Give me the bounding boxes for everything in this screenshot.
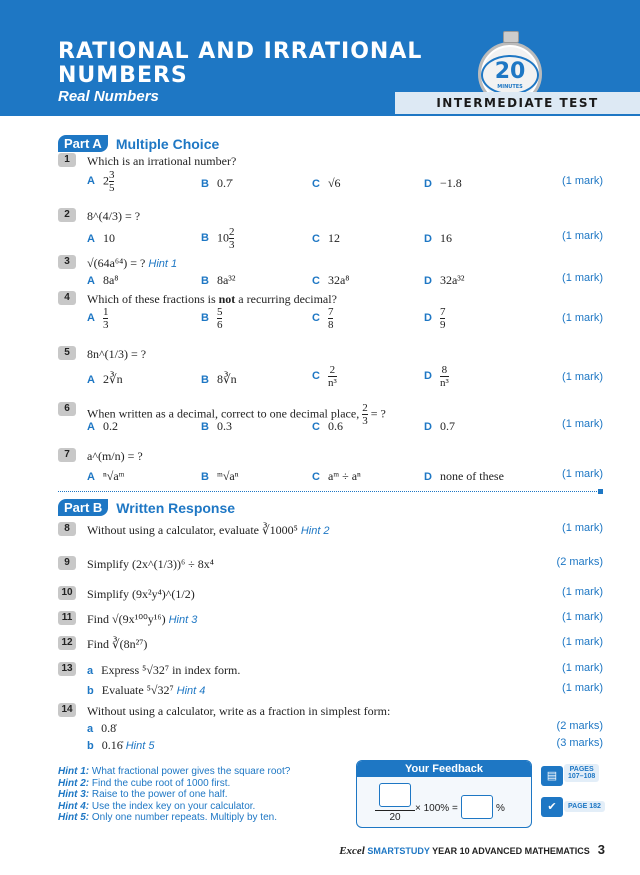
option-d: D none of these [424,469,504,483]
marks: (1 mark) [562,418,603,430]
marks: (3 marks) [556,737,603,749]
option-c: C aᵐ ÷ aⁿ [312,469,361,483]
hint-link[interactable]: Hint 5 [125,740,155,752]
option-b: B 10 $\frac{2}{3}$ [201,226,235,251]
option-c: C $\frac{2}{\text{n³}}$ [312,364,337,389]
marks: (1 mark) [562,468,603,480]
marks: (1 mark) [562,312,603,324]
hint-2: Hint 2: Find the cube root of 1000 first. [58,777,231,789]
option-b: B 0.7̇ [201,176,232,190]
option-d: D 32a³² [424,273,465,287]
option-a: A 2∛n [87,372,123,386]
option-d: D $\frac{7}{9}$ [424,306,446,331]
timer-unit: MINUTES [497,84,523,90]
marks: (1 mark) [562,636,603,648]
marks: (1 mark) [562,230,603,242]
marks: (1 mark) [562,611,603,623]
option-c: C 0.6 [312,419,343,433]
option-d: D 16 [424,231,452,245]
option-c: C 32a⁸ [312,273,350,287]
percent-label: % [496,803,505,814]
option-c: C 12 [312,231,340,245]
option-a: A 2 $\frac{3}{5}$ [87,169,115,194]
hint-link[interactable]: Hint 2 [300,525,330,537]
hint-link[interactable]: Hint 4 [176,685,206,697]
option-d: D $\frac{8}{\text{n³}}$ [424,364,449,389]
percent-input[interactable] [461,795,493,819]
marks: (1 mark) [562,682,603,694]
page-number: 3 [597,842,605,857]
marks: (1 mark) [562,371,603,383]
option-c: C √6 [312,176,341,190]
header-banner [0,0,640,116]
book-icon: ▤ [541,766,563,786]
score-input[interactable] [379,783,411,807]
page-title: RATIONAL AND IRRATIONAL NUMBERS [58,39,423,88]
timer-value: 20 [481,55,539,95]
hints-list [58,766,290,824]
marks: (2 marks) [556,720,603,732]
marks: (1 mark) [562,586,603,598]
option-a: A 10 [87,231,115,245]
option-d: D 0.7 [424,419,455,433]
option-a: A $\frac{1}{3}$ [87,306,109,331]
option-b: B 8∛n [201,372,237,386]
hint-link[interactable]: Hint 3 [168,614,198,626]
hint-link[interactable]: Hint 1 [148,258,178,270]
section-divider [58,491,603,492]
option-b: B 0.3 [201,419,232,433]
option-b: B 8a³² [201,273,236,287]
part-a-heading: Part A Multiple Choice [58,135,219,152]
footer: Excel SMARTSTUDY YEAR 10 ADVANCED MATHEMATICS 3 [339,842,605,857]
option-a: A 0.2 [87,419,118,433]
page-subtitle: Real Numbers [58,88,159,105]
feedback-box [356,760,532,828]
marks: (1 mark) [562,272,603,284]
option-b: B ᵐ√aⁿ [201,469,239,483]
test-badge: INTERMEDIATE TEST [395,92,640,114]
option-d: D −1.8 [424,176,462,190]
score-denominator: 20 [389,812,401,823]
marks: (1 mark) [562,662,603,674]
hint-1: Hint 1: What fractional power gives the square root? [58,766,291,777]
marks: (1 mark) [562,175,603,187]
hint-4: Hint 4: Use the index key on your calculator. [58,800,256,812]
marks: (2 marks) [556,556,603,568]
part-b-heading: Part B Written Response [58,499,235,516]
marks: (1 mark) [562,522,603,534]
option-b: B $\frac{5}{6}$ [201,306,223,331]
pages-reference[interactable]: PAGES 107–108 [564,764,599,782]
option-a: A 8a⁸ [87,273,119,287]
option-c: C $\frac{7}{8}$ [312,306,334,331]
hint-3: Hint 3: Raise to the power of one half. [58,789,228,800]
feedback-title: Your Feedback [357,761,531,777]
checkmark-icon: ✔ [541,797,563,817]
times-label: × 100% = [415,803,458,814]
hint-5: Hint 5: Only one number repeats. Multiply by ten. [58,812,277,823]
option-a: A ⁿ√aᵐ [87,469,125,483]
page-reference[interactable]: PAGE 182 [564,801,605,812]
